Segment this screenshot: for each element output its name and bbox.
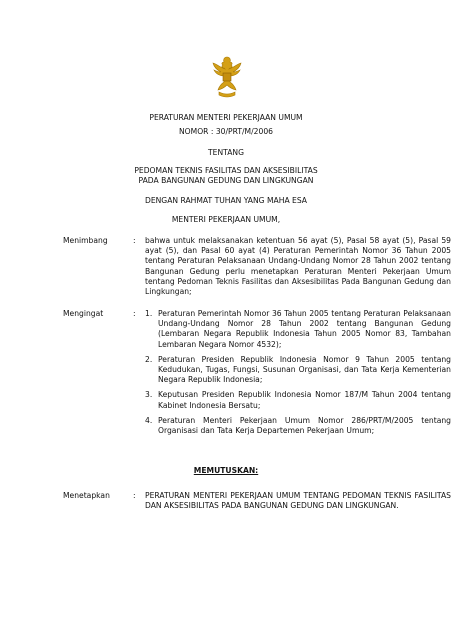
menetapkan-label: Menetapkan [63, 491, 110, 500]
subject-line-1: PEDOMAN TEKNIS FASILITAS DAN AKSESIBILITAS [134, 166, 318, 175]
subject-line-2: PADA BANGUNAN GEDUNG DAN LINGKUNGAN [138, 176, 314, 185]
list-item-text: Peraturan Pemerintah Nomor 36 Tahun 2005 tentang Peraturan Pelaksanaan Undang-Undang Nomor 28 Tahun 2002 tentang Bangunan Gedung (Lembaran Negara Republik Indonesia Tahun 2005 Nomor 83, Tambahan Lembaran Negara Nomor 4532); [158, 309, 451, 349]
menetapkan-text: PERATURAN MENTERI PEKERJAAN UMUM TENTANG PEDOMAN TEKNIS FASILITAS DAN AKSESIBILITAS PADA BANGUNAN GEDUNG DAN LINGKUNGAN. [145, 491, 451, 511]
menimbang-colon: : [133, 236, 136, 245]
mengingat-colon: : [133, 309, 136, 318]
list-item-text: Keputusan Presiden Republik Indonesia Nomor 187/M Tahun 2004 tentang Kabinet Indonesia Bersatu; [158, 390, 451, 410]
regulation-title: PERATURAN MENTERI PEKERJAAN UMUM [149, 113, 303, 122]
list-item [145, 309, 451, 350]
menimbang-label: Menimbang [63, 236, 108, 245]
list-item [145, 390, 451, 410]
list-item [145, 416, 451, 436]
list-item-text: Peraturan Menteri Pekerjaan Umum Nomor 286/PRT/M/2005 tentang Organisasi dan Tata Kerja Departemen Pekerjaan Umum; [158, 415, 451, 436]
regulation-number: NOMOR : 30/PRT/M/2006 [178, 127, 273, 136]
about-label: TENTANG [208, 148, 244, 157]
list-item-number: 3. [145, 390, 153, 400]
menimbang-text: bahwa untuk melaksanakan ketentuan 56 ayat (5), Pasal 58 ayat (5), Pasal 59 ayat (5), dan Pasal 60 ayat (4) Peraturan Pemerintah Nomor 36 Tahun 2005 tentang Peraturan Pelaksanaan Undang-Undang Nomor 28 Tahun 2002 tentang Bangunan Gedung perlu menetapkan Peraturan Menteri Pekerjaan Umum tentang Pedoman Teknis Fasilitas dan Aksesibilitas Pada Bangunan Gedung dan Lingkungan; [145, 236, 451, 297]
mengingat-list [145, 309, 451, 441]
grace-statement: DENGAN RAHMAT TUHAN YANG MAHA ESA [144, 196, 308, 205]
minister-title: MENTERI PEKERJAAN UMUM, [171, 215, 281, 224]
list-item-text: Peraturan Presiden Republik Indonesia Nomor 9 Tahun 2005 tentang Kedudukan, Tugas, Fungsi, Susunan Organisasi, dan Tata Kerja Kementerian Negara Republik Indonesia; [158, 354, 451, 385]
menetapkan-colon: : [133, 491, 136, 500]
list-item [145, 355, 451, 386]
list-item-number: 1. [145, 309, 153, 318]
garuda-emblem-icon [212, 54, 242, 100]
list-item-number: 2. [145, 354, 153, 364]
decision-heading: MEMUTUSKAN: [193, 466, 259, 475]
mengingat-label: Mengingat [63, 309, 104, 318]
list-item-number: 4. [145, 415, 153, 425]
